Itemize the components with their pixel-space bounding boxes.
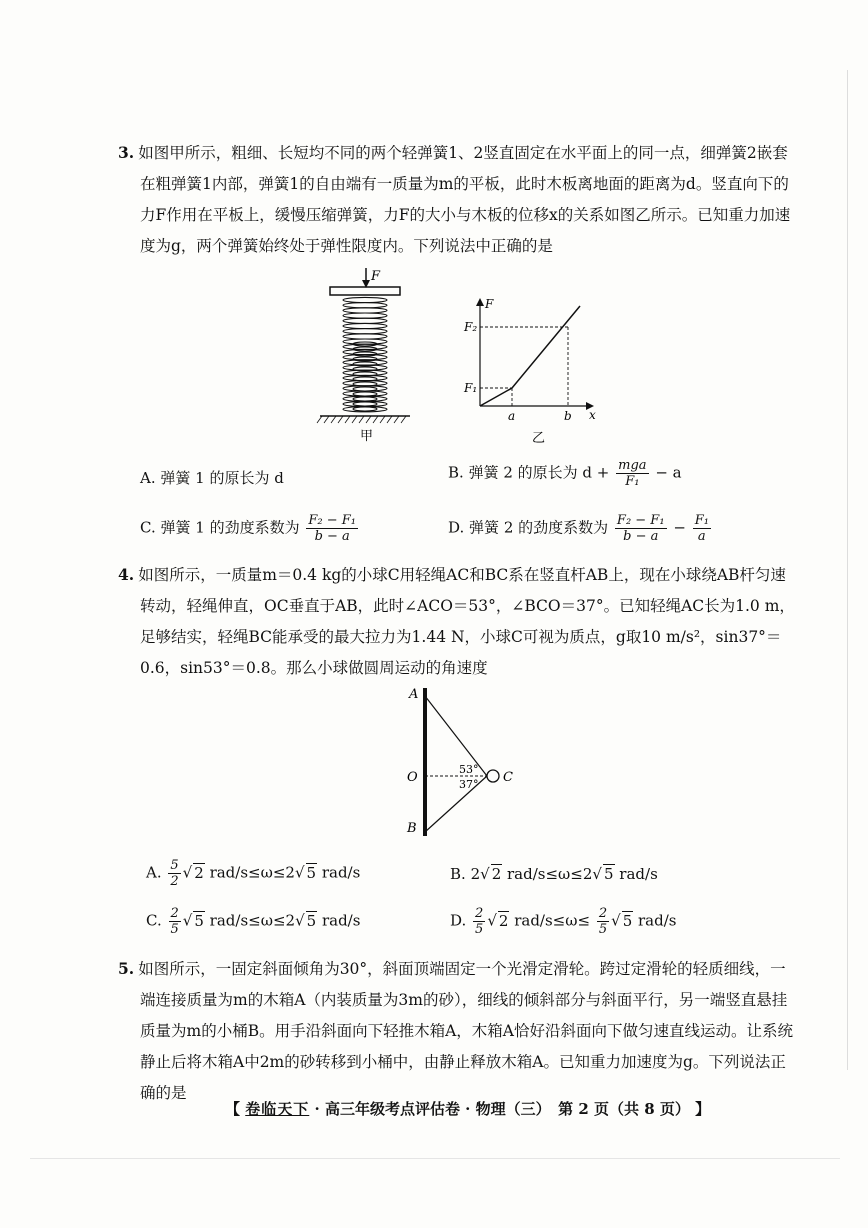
question-stem: 如图所示，一质量m＝0.4 kg的小球C用轻绳AC和BC系在竖直杆AB上，现在小球绕AB杆匀速转动，轻绳伸直，OC垂直于AB，此时∠ACO＝53°，∠BCO＝37°。已知轻绳AC长为1.0 m，足够结实，轻绳BC能承受的最大拉力为1.44 N，小球C可视为质点，g取10 m/s²，sin37°＝0.6，sin53°＝0.8。那么小球做圆周运动的角速度 [138, 566, 795, 677]
option-letter: A. [146, 863, 162, 882]
brand-logo: 卷临天下 [245, 1100, 310, 1118]
fraction: $\frac{2}{5}$ [170, 906, 179, 937]
figure-jia-yi [300, 266, 630, 446]
angle-53-label: 53° [459, 763, 479, 776]
label-c: C [503, 770, 513, 785]
option-text: 弹簧 1 的劲度系数为 [160, 518, 300, 537]
option-text: 弹簧 2 的原长为 d + [468, 463, 610, 482]
question-number: 5. [118, 959, 135, 978]
a-label: a [508, 409, 516, 423]
option-letter: C. [146, 911, 162, 930]
question-4 [118, 559, 798, 684]
radicand: 5 [306, 911, 317, 930]
fraction: $\frac{\text{F₂ − F₁}}{b - a}$ [308, 513, 356, 544]
q4-option-d[interactable]: D. $\frac{2}{5}$ √ 2 rad/s≤ω≤ $\frac{2}{5}$ √ 5 rad/s [450, 906, 677, 937]
label-a: A [409, 687, 419, 702]
question-number: 3. [118, 143, 135, 162]
figure-caption: 甲 [360, 429, 374, 444]
q3-option-d[interactable] [448, 513, 713, 544]
option-text: 弹簧 2 的劲度系数为 [469, 518, 609, 537]
scan-edge [847, 70, 868, 1070]
radicand: 5 [194, 911, 204, 930]
label-o: O [407, 770, 418, 785]
force-label: F [371, 269, 381, 284]
question-3 [118, 137, 798, 262]
figure-caption: 乙 [532, 431, 546, 446]
option-letter: D. [450, 911, 467, 930]
radicand: 2 [498, 911, 509, 930]
question-stem: 如图甲所示，粗细、长短均不同的两个轻弹簧1、2竖直固定在水平面上的同一点，细弹簧2嵌套在粗弹簧1内部，弹簧1的自由端有一质量为m的平板，此时木板离地面的距离为d。竖直向下的力F作用在平板上，缓慢压缩弹簧，力F的大小与木板的位移x的关系如图乙所示。已知重力加速度为g，两个弹簧始终处于弹性限度内。下列说法中正确的是 [138, 144, 791, 255]
option-text: − a [655, 463, 682, 482]
ball-c [487, 770, 499, 782]
option-letter: B. [450, 865, 466, 883]
q3-option-b[interactable] [448, 458, 682, 489]
radicand: 2 [491, 865, 502, 883]
question-stem: 如图所示，一固定斜面倾角为30°，斜面顶端固定一个光滑定滑轮。跨过定滑轮的轻质细线，一端连接质量为m的木箱A（内装质量为3m的砂），细线的倾斜部分与斜面平行，另一端竖直悬挂质量为m的小桶B。用手沿斜面向下轻推木箱A，木箱A恰好沿斜面向下做匀速直线运动。让系统静止后将木箱A中2m的砂转移到小桶中，由静止释放木箱A。已知重力加速度为g。下列说法正确的是 [138, 960, 793, 1102]
question-5 [118, 953, 798, 1109]
page-footer: 【 卷临天下 · 高三年级考点评估卷 · 物理（三） 第 2 页（共 8 页） 】 [225, 1100, 711, 1118]
option-text: 2 [470, 865, 481, 883]
option-text: rad/s≤ω≤2 [209, 911, 296, 930]
figure-rotating-ball [395, 684, 535, 844]
option-letter: A. [140, 469, 156, 487]
fraction: $\frac{\text{mga}}{\text{F₁}}$ [618, 458, 647, 489]
y-axis-label: F [485, 297, 494, 311]
option-text: rad/s≤ω≤2 [209, 863, 295, 882]
option-unit: rad/s [321, 863, 361, 882]
fraction: $\frac{2}{5}$ [598, 906, 608, 937]
figure-yi [463, 297, 596, 446]
radicand: 5 [622, 911, 633, 930]
fraction: $\frac{\text{F₂ − F₁}}{b - a}$ [616, 513, 665, 544]
radicand: 2 [194, 863, 204, 882]
scan-line [30, 1158, 840, 1159]
q3-option-a[interactable] [140, 467, 284, 488]
option-letter: D. [448, 518, 465, 537]
option-unit: rad/s [619, 865, 658, 883]
spring-1 [343, 297, 387, 411]
option-letter: C. [140, 518, 156, 537]
f1-label: F₁ [464, 381, 478, 395]
question-number: 4. [118, 565, 135, 584]
plate [330, 287, 400, 295]
option-text: rad/s≤ω≤ [514, 911, 591, 930]
fraction: $\frac{2}{5}$ [475, 906, 484, 937]
option-text: rad/s≤ω≤2 [507, 865, 593, 883]
option-text: 弹簧 1 的原长为 d [160, 469, 284, 487]
q4-option-a[interactable]: A. $\frac{5}{2}$ √ 2 rad/s≤ω≤2√ 5 rad/s [146, 858, 361, 889]
radicand: 5 [306, 863, 317, 882]
option-letter: B. [448, 463, 464, 482]
x-axis-label: x [589, 408, 596, 422]
spring-2 [353, 342, 377, 411]
option-text: − [673, 518, 686, 537]
footer-text: · 高三年级考点评估卷 · 物理（三） 第 2 页（共 8 页） [314, 1100, 690, 1118]
q4-option-c[interactable]: C. $\frac{2}{5}$ √ 5 rad/s≤ω≤2√ 5 rad/s [146, 906, 361, 937]
angle-37-label: 37° [459, 778, 479, 791]
graph-line [480, 306, 580, 406]
f2-label: F₂ [464, 320, 478, 334]
option-unit: rad/s [638, 911, 677, 930]
radicand: 5 [603, 865, 614, 883]
q4-option-b[interactable]: B. 2√ 2 rad/s≤ω≤2√ 5 rad/s [450, 865, 658, 883]
label-b: B [407, 821, 417, 836]
figure-jia [317, 268, 410, 444]
fraction: $\frac{5}{2}$ [170, 858, 179, 889]
b-label: b [564, 409, 572, 423]
q3-option-c[interactable] [140, 513, 360, 544]
option-unit: rad/s [321, 911, 361, 930]
fraction: $\frac{\text{F₁}}{a}$ [694, 513, 709, 544]
